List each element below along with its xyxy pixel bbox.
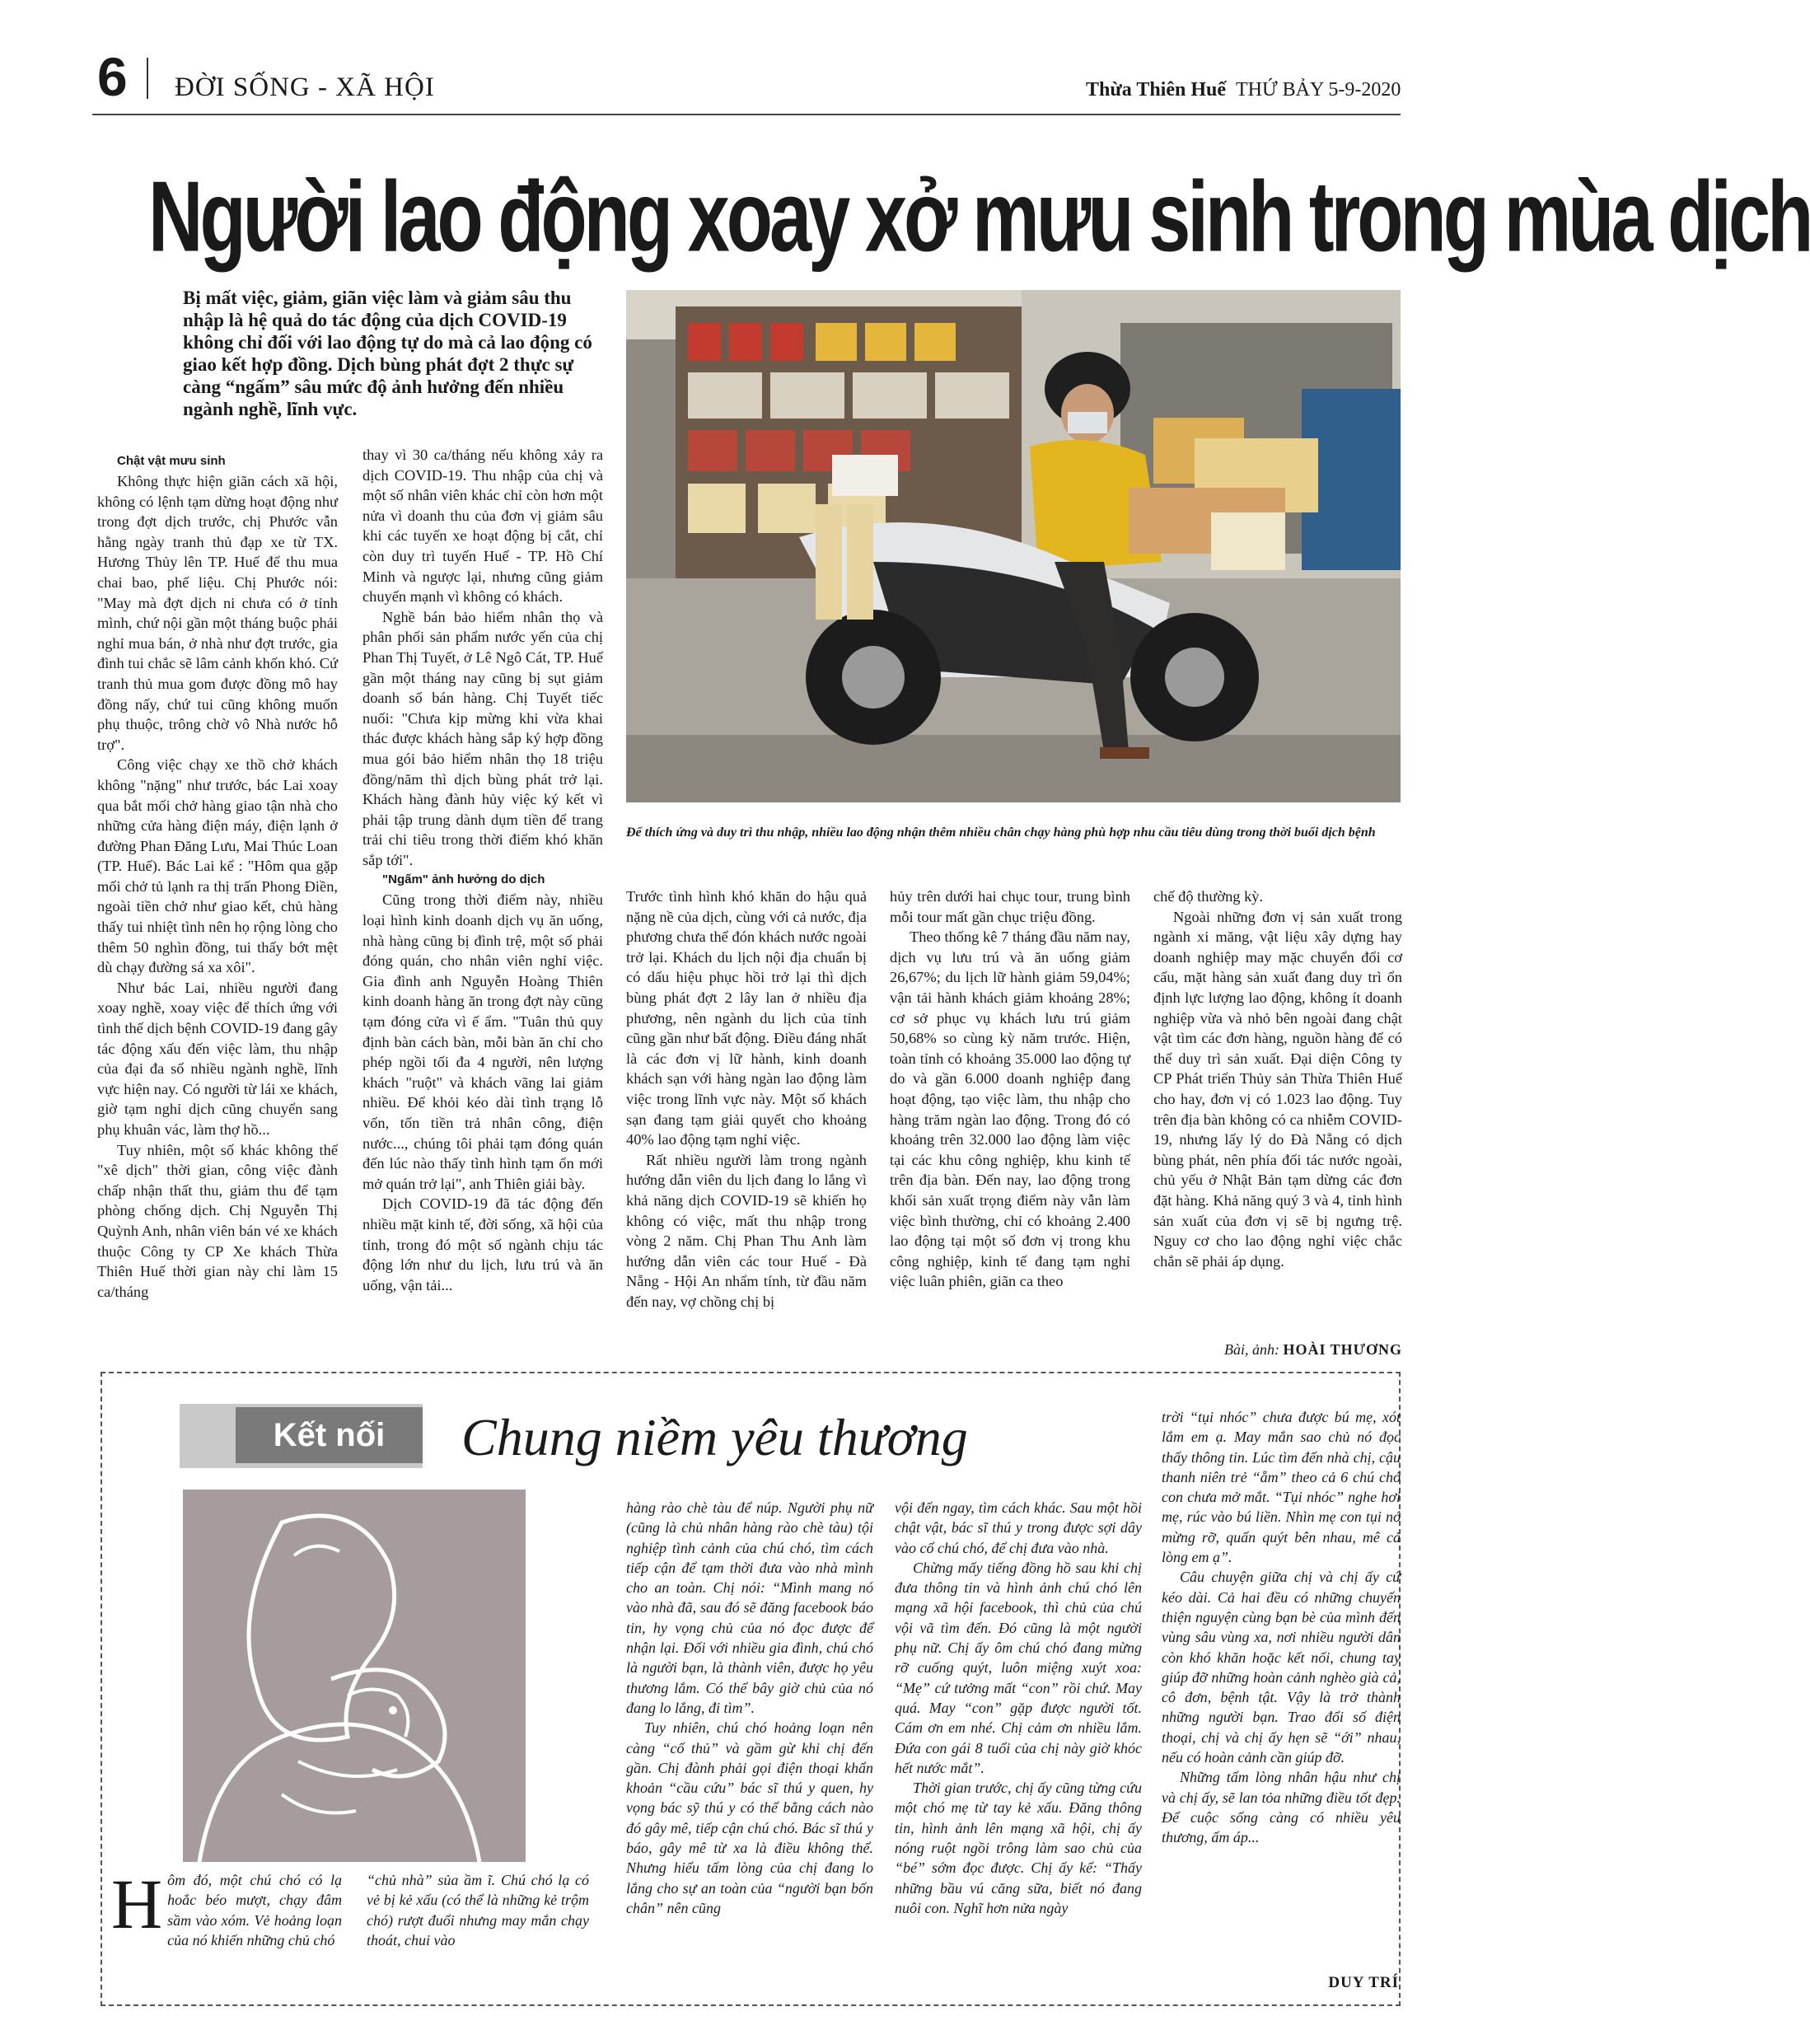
feature-paragraph [111, 1864, 342, 1950]
feature-paragraph: vội đến ngay, tìm cách khác. Sau một hồi chật vật, bác sĩ thú y trong được sợi dây vào cổ chú chó, để chị đưa vào nhà. [895, 1499, 1142, 1556]
article-column-4 [890, 886, 1130, 1292]
photo-caption: Để thích ứng và duy trì thu nhập, nhiều lao động nhận thêm nhiều chân chạy hàng phù hợp nhu cầu tiêu dùng trong thời buổi dịch bệnh [626, 826, 1376, 840]
article-column-3 [626, 886, 867, 1312]
drop-cap: H [111, 1864, 163, 1943]
paragraph: chế độ thường kỳ. [1153, 888, 1264, 905]
feature-paragraph: Chừng mấy tiếng đồng hồ sau khi chị đưa thông tin và hình ảnh chú chó lên mạng xã hội facebook, thì chủ của chú vội vã tìm đến. Đó cũng là một người phụ nữ. Chị ấy ôm chú chó đang mừng rỡ cuống quýt, luôn miệng xuýt xoa: “Mẹ” cứ tưởng mất “con” rồi chứ. May quá. May “con” gặp được người tốt. Cám ơn em nhé. Chị cảm ơn nhiều lắm. Đứa con gái 8 tuổi của chị này giờ khóc hết nước mắt”. [895, 1559, 1142, 1776]
feature-paragraph: Những tấm lòng nhân hậu như chị và chị ấy, sẽ lan tỏa những điều tốt đẹp. Để cuộc sống càng có nhiều yêu thương, ấm áp... [1162, 1769, 1401, 1846]
paragraph: Ngoài những đơn vị sản xuất trong ngành xi măng, vật liệu xây dựng hay doanh nghiệp may mặc chuyển đổi cơ cấu, mặt hàng sản xuất đang duy trì ổn định lực lượng lao động, không ít doanh nghiệp vừa và nhỏ bên ngoài đang chật vật tìm các đơn hàng, nguồn hàng để có thể duy trì sản xuất. Đại diện Công ty CP Phát triển Thủy sản Thừa Thiên Huế cho hay, đơn vị có 1.023 lao động. Tuy trên địa bàn không có ca nhiễm COVID-19, nhưng lấy lý do Đà Nẵng có dịch bùng phát, nên phía đối tác nước ngoài, chủ yếu ở Nhật Bản tạm dừng các đơn đặt hàng. Khả năng quý 3 và 4, tỉnh hình sản xuất của đơn vị sẽ bị ngưng trệ. Nguy cơ cho lao động nghỉ việc chắc chắn sẽ phải áp dụng. [1153, 908, 1402, 1270]
feature-paragraph: trời “tụi nhóc” chưa được bú mẹ, xót lắm em ạ. May mắn sao chủ nó đọc thấy thông tin. Lúc tìm đến nhà chị, cậu thanh niên trẻ “ẵm” theo cả 6 chú chó con chưa mở mắt. “Tụi nhóc” nghe hơi mẹ, rúc vào bú liền. Nhìn mẹ con tụi nó mừng rỡ, quấn quýt bên nhau, mê cả lòng em ạ”. [1162, 1409, 1401, 1566]
paragraph: Tuy nhiên, một số khác không thể "xê dịch" thời gian, công việc đành chấp nhận thất thu, giảm thu để tạm phòng chống dịch. Chị Nguyễn Thị Quỳnh Anh, nhân viên bán vé xe khách thuộc Công ty CP Xe khách Thừa Thiên Huế thời gian này chỉ làm 15 ca/tháng [97, 1141, 338, 1300]
issue-date: THỨ BẢY 5-9-2020 [1236, 79, 1401, 101]
feature-paragraph: Câu chuyện giữa chị và chị ấy cứ kéo dài. Cả hai đều có những chuyến thiện nguyện cùng bạn bè của mình đến vùng sâu vùng xa, nơi nhiều người dân còn khó khăn hoặc kết nối, chung tay giúp đỡ những hoàn cảnh nghèo già cả, cô đơn, bệnh tật. Vậy là trở thành những người bạn. Trao đổi số điện thoại, chị và chị ấy hẹn sẽ “ới” nhau, nếu có hoàn cảnh cần giúp đỡ. [1162, 1569, 1401, 1766]
byline-author: HOÀI THƯƠNG [1283, 1341, 1402, 1358]
article-column-2 [362, 445, 603, 1295]
newspaper-name: Thừa Thiên Huế [1086, 79, 1227, 101]
woman-holding-dog-illustration [183, 1490, 526, 1862]
article-sapo: Bị mất việc, giảm, giãn việc làm và giảm sâu thu nhập là hệ quả do tác động của dịch COVID-19 không chỉ đối với lao động tự do mà cả lao động có giao kết hợp đồng. Dịch bùng phát đợt 2 thực sự càng “ngấm” sâu mức độ ảnh hưởng đến nhiều ngành nghề, lĩnh vực. [183, 288, 592, 419]
feature-illustration [183, 1490, 526, 1862]
paragraph: Nghề bán bảo hiểm nhân thọ và phân phối sản phẩm nước yến của chị Phan Thị Tuyết, ở Lê Ngô Cát, TP. Huế gần một tháng nay cũng bị sụt giảm doanh số bán hàng. Chị Tuyết tiếc nuối: "Chưa kịp mừng khi vừa khai thác được khách hàng sắp ký hợp đồng mua gói bảo hiểm nhân thọ 18 triệu đồng/năm thì dịch bùng phát trở lại. Khách hàng đành hủy việc ký kết vì phải tập trung dành dụm tiền để trang trải chi tiêu trong thời điểm khó khăn sắp tới". [362, 608, 603, 868]
feature-tag: Kết nối [236, 1407, 423, 1463]
subhead-chat-vat: Chật vật mưu sinh [117, 454, 226, 468]
paragraph: Công việc chạy xe thồ chở khách không "nặng" như trước, bác Lai xoay qua bắt mối chở hàng giao tận nhà cho những cửa hàng điện máy, điện lạnh ở đường Phan Đăng Lưu, Mai Thúc Loan (TP. Huế). Bác Lai kể : "Hôm qua gặp mối chở tủ lạnh ra thị trấn Phong Điền, ngoài tiền chở như giao kết, chủ hàng thấy tui nhiệt tình nên họ rộng lòng cho thêm 50 nghìn đồng, tui thấy bớt mệt dù chạy đường sá xa xôi". [97, 756, 338, 976]
feature-column-1 [111, 1864, 342, 1950]
paragraph: thay vì 30 ca/tháng nếu không xảy ra dịch COVID-19. Thu nhập của chị và một số nhân viên khác chỉ còn hơn một nửa vì doanh thu của đơn vị giảm sâu khi các tuyến xe hoạt động bị cắt, chỉ còn duy trì tuyến Huế - TP. Hồ Chí Minh và ngược lại, nhưng cũng giảm chuyến mạnh vì không có khách. [362, 447, 603, 606]
article-headline: Người lao động xoay xở mưu sinh trong mùa dịch [148, 161, 1810, 274]
paragraph: Dịch COVID-19 đã tác động đến nhiều mặt kinh tế, đời sống, xã hội của tỉnh, trong đó một số ngành chịu tác động lớn như du lịch, lưu trú và ăn uống, vận tải... [362, 1195, 603, 1293]
feature-byline: DUY TRÍ [1328, 1974, 1399, 1991]
subhead-ngam: "Ngấm" ảnh hưởng do dịch [382, 872, 545, 887]
article-byline [1186, 1341, 1402, 1359]
paragraph: Không thực hiện giãn cách xã hội, không có lệnh tạm dừng hoạt động như trong đợt dịch trước, chị Phước vẫn hằng ngày tranh thủ đạp xe từ TX. Hương Thủy lên TP. Huế để thu mua chai bao, phế liệu. Chị Phước nói: "May mà đợt dịch ni chưa có ở tỉnh mình, chứ nội gần một tháng buộc phải nghỉ mua bán, ở nhà như đợt trước, gia đình tui chắc sẽ lâm cảnh khốn khó. Cứ tranh thủ mua gom được đồng mô hay đồng nấy, chứ tui cũng không muốn phụ thuộc, trông chờ vô Nhà nước hỗ trợ". [97, 473, 338, 753]
feature-paragraph: “chủ nhà” sủa ầm ĩ. Chú chó lạ có vẻ bị kẻ xấu (có thể là những kẻ trộm chó) rượt đuổi nhưng may mắn chạy thoát, chui vào [367, 1872, 589, 1948]
article-column-1 [97, 451, 338, 1302]
article-photo [626, 290, 1401, 802]
header-rule [92, 114, 1401, 115]
paragraph: Cũng trong thời điểm này, nhiều loại hình kinh doanh dịch vụ ăn uống, nhà hàng cũng bị đình trệ, một số phải đóng quán, cho nhân viên nghỉ việc. Gia đình anh Nguyễn Hoàng Thiên kinh doanh hàng ăn trong đợt này cũng tạm đóng cửa vì ế ẩm. "Tuân thủ quy định bàn cách bàn, mỗi bàn ăn chỉ cho phép ngồi tối đa 4 người, nên lượng khách "ruột" và khách vãng lai giảm nhiều. Để khỏi kéo dài tình trạng lỗ vốn, tốn tiền trả nhân công, điện nước..., chúng tôi phải tạm đóng quán đến lúc nào thấy tình hình tạm ổn mới mở quán trở lại", anh Thiên giải bày. [362, 891, 603, 1192]
paragraph: Trước tình hình khó khăn do hậu quả nặng nề của dịch, cùng với cả nước, địa phương chưa thể đón khách nước ngoài trở lại. Khách du lịch nội địa chuẩn bị có dấu hiệu phục hồi trở lại thì dịch bùng phát đợt 2 lây lan ở nhiều địa phương, nên ngành du lịch của tỉnh cũng gần như bất động. Điều đáng nhất là các đơn vị lữ hành, kinh doanh khách sạn với hàng ngàn lao động làm việc trong lĩnh vực này. Một số khách sạn đang tạm giải quyết cho khoảng 40% lao động tạm nghỉ việc. [626, 888, 867, 1148]
delivery-rider-photo [626, 290, 1401, 802]
feature-column-5 [1162, 1407, 1401, 1848]
article-column-5 [1153, 886, 1402, 1271]
page-number: 6 [97, 46, 128, 107]
feature-column-3 [626, 1498, 873, 1918]
paragraph: Rất nhiều người làm trong ngành hướng dẫn viên du lịch đang lo lắng vì khả năng dịch COVID-19 sẽ khiến họ không có việc, mất thu nhập trong vòng 2 năm. Chị Phan Thu Anh làm hướng dẫn viên các tour Huế - Đà Nẵng - Hội An nhẩm tính, từ đầu năm đến nay, vợ chồng chị bị [626, 1151, 867, 1310]
section-name: ĐỜI SỐNG - XÃ HỘI [175, 72, 435, 102]
paragraph: hủy trên dưới hai chục tour, trung bình mỗi tour mất gần chục triệu đồng. [890, 888, 1130, 925]
feature-text: ôm đó, một chú chó có lạ hoắc béo mượt, chạy đâm sầm vào xóm. Vẻ hoảng loạn của nó khiến những chủ chó [167, 1872, 342, 1948]
paragraph: Như bác Lai, nhiều người đang xoay nghề, xoay việc để thích ứng với tình thế dịch bệnh COVID-19 đang gây tác động xấu đến việc làm, thu nhập của đại đa số nhiều ngành nghề, lĩnh vực hiện nay. Có người từ lái xe khách, giờ tạm nghỉ dịch cũng chuyển sang phụ khuân vác, làm thợ hồ... [97, 979, 338, 1138]
byline-role: Bài, ảnh: [1223, 1341, 1279, 1358]
feature-paragraph: hàng rào chè tàu để núp. Người phụ nữ (cũng là chủ nhân hàng rào chè tàu) tội nghiệp tình cảnh của chú chó, tìm cách tiếp cận để tạm thời đưa vào nhà mình cho an toàn. Chị nói: “Mình mang nó vào nhà đã, sau đó sẽ đăng facebook báo tin, hy vọng chủ của nó đọc được để nhận lại. Đối với nhiều gia đình, chú chó là người bạn, là thành viên, được họ yêu thương lắm. Có thể bây giờ chủ của nó đang lo lắng, đi tìm”. [626, 1499, 873, 1716]
header-divider [147, 58, 148, 99]
feature-paragraph: Thời gian trước, chị ấy cũng từng cứu một chó mẹ từ tay kẻ xấu. Đăng thông tin, hình ảnh lên mạng xã hội, chị ấy nóng ruột ngồi trông làm sao chủ của “bé” sớm đọc được. Chị ấy kể: “Thấy những bầu vú căng sữa, biết nó đang nuôi con. Nghĩ hơn nửa ngày [895, 1780, 1142, 1916]
feature-column-4 [895, 1498, 1142, 1918]
feature-column-2-bottom [367, 1870, 589, 1950]
feature-paragraph: Tuy nhiên, chú chó hoảng loạn nên càng “cố thủ” và gầm gừ khi chị đến gần. Chị đành phải gọi điện thoại khẩn khoản “cầu cứu” bác sĩ thú y quen, hy vọng bác sỹ thú y có thể bằng cách nào đó gây mê, tiếp cận chú chó. Bác sĩ thú y báo, gây mê từ xa là điều không thể. Nhưng hiểu tấm lòng của chị đang lo lắng cho sự an toàn của “người bạn bốn chân” nên cũng [626, 1719, 873, 1916]
feature-title: Chung niềm yêu thương [461, 1408, 968, 1466]
paragraph: Theo thống kê 7 tháng đầu năm nay, dịch vụ lưu trú và ăn uống giảm 26,67%; du lịch lữ hành giảm 59,04%; vận tải hành khách giảm khoảng 28%; cơ sở phục vụ khách lưu trú giảm 50,68% so cùng kỳ năm trước. Hiện, toàn tỉnh có khoảng 35.000 lao động tự do và gần 6.000 doanh nghiệp đang hoạt động, tạo việc làm, thu nhập cho hàng trăm ngàn lao động. Trong đó có khoảng trên 32.000 lao động làm việc tại các khu công nghiệp, khu kinh tế trên địa bàn. Đến nay, lao động trong khối sản xuất trọng điểm này vẫn làm việc bình thường, chỉ có khoảng 2.400 lao động tại một số đơn vị trong khu công nghiệp, kinh tế đang tạm nghỉ việc luân phiên, giãn ca theo [890, 928, 1130, 1290]
